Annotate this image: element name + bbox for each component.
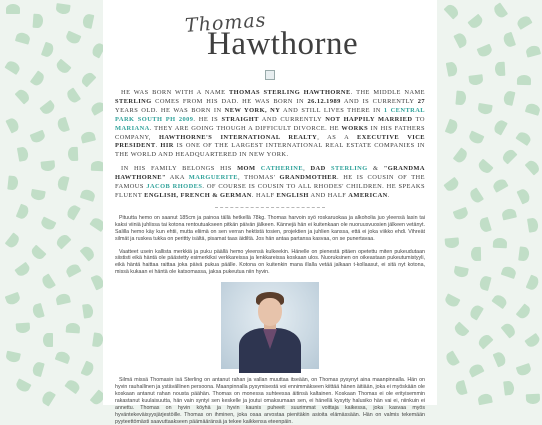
leaf-pattern-icon — [453, 266, 469, 278]
leaf-pattern-icon — [5, 117, 20, 134]
leaf-pattern-icon — [443, 177, 460, 193]
leaf-pattern-icon — [493, 351, 508, 368]
text-run: & — [367, 165, 384, 173]
text-run: COMES FROM HIS DAD. HE WAS BORN IN — [151, 97, 308, 105]
text-run: IS ONE OF THE LARGEST INTERNATIONAL REAL ESTATE COMPANIES IN THE WORLD AND HEADQUARTERED IN NEW YORK. — [115, 142, 425, 159]
leaf-pattern-icon — [525, 158, 542, 175]
leaf-pattern-icon — [80, 188, 96, 202]
leaf-pattern-icon — [467, 362, 484, 377]
broken-image-icon — [265, 70, 275, 80]
leaf-pattern-icon — [54, 59, 71, 76]
highlight-link[interactable]: 1 CENTRAL PARK SOUTH PH 2009 — [115, 106, 426, 123]
leaf-pattern-icon — [476, 159, 493, 176]
highlight-link[interactable]: CATHERINE — [260, 165, 304, 173]
leaf-pattern-icon — [524, 333, 541, 349]
divider — [215, 207, 325, 208]
leaf-pattern-icon — [16, 204, 31, 221]
leaf-pattern-icon — [468, 74, 483, 86]
leaf-pattern-icon — [477, 44, 494, 59]
leaf-pattern-icon — [40, 216, 57, 231]
leaf-pattern-icon — [527, 217, 539, 232]
text-run: , THOMAS' — [238, 174, 280, 182]
text-run: AND CURRENTLY — [258, 115, 326, 123]
leaf-pattern-icon — [65, 203, 81, 220]
leaf-pattern-icon — [15, 87, 32, 104]
leaf-pattern-icon — [80, 244, 97, 261]
intro-paragraph-family — [115, 165, 425, 201]
leaf-pattern-icon — [7, 176, 18, 191]
leaf-pattern-icon — [445, 119, 459, 136]
leaf-pattern-icon — [41, 42, 55, 59]
leaf-pattern-icon — [5, 351, 21, 364]
leaf-pattern-icon — [55, 350, 72, 364]
leaf-pattern-icon — [503, 380, 515, 395]
leaf-pattern-icon — [491, 293, 508, 309]
leaf-pattern-icon — [478, 275, 491, 291]
text-run: , AS A — [317, 133, 358, 141]
text-run: YEARS OLD. HE WAS BORN IN — [115, 106, 225, 114]
bold-fact: EXECUTIVE VICE PRESIDENT — [115, 133, 426, 150]
leaf-pattern-icon — [66, 323, 81, 334]
leaf-pattern-icon — [492, 2, 508, 19]
leaf-pattern-icon — [478, 217, 492, 233]
bold-fact: HIR — [160, 142, 174, 150]
text-run: HE WAS BORN WITH A NAME — [121, 89, 229, 96]
leaf-pattern-icon — [16, 323, 31, 334]
leaf-pattern-icon — [501, 148, 518, 165]
leaf-pattern-icon — [444, 2, 461, 19]
leaf-pattern-icon — [56, 117, 70, 133]
bold-fact: NEW YORK, NY — [224, 106, 281, 114]
text-run: AKA — [166, 174, 189, 182]
leaf-pattern-icon — [526, 275, 541, 292]
leaf-pattern-icon — [501, 321, 518, 338]
text-run: AND IS CURRENTLY — [340, 97, 418, 105]
bold-fact: ENGLISH, FRENCH & GERMAN — [144, 191, 252, 199]
highlight-link[interactable]: MARGUERITE — [188, 174, 239, 182]
leaf-pattern-icon — [39, 100, 56, 116]
leaf-pattern-icon — [468, 131, 485, 146]
leaf-pattern-icon — [40, 389, 56, 406]
description-paragraph-personality: Silmä missä Thomasin isä Sterling on antanut rahan ja vallan muuttaa itseään, on Thomas pysynyt aina maanpinnalla. Hän on hyvin rauhallinen ja ystävällinen persoona. Maanpinnalla pysymisestä voi ennimmäkseen kiittää hänen äitiään, joka ei myöskään ole koskaan antanut rahan nousta päähän. Thomas on monessa suhteessa äitinsä kaltainen. Koskaan Thomas ei ole erityisemmin rakastanut kuulaisuutta, hän vain syntyi sen keskelle ja joutui omaksumaan sen, ei hänellä kysytty halusiko hän vai ei, niinkuin ei annettu. Thomas on hyvin köyhä ja hyvin kaunis puheeit suurimmat voittaja kaikessa, joka kasvaa myös hyväntekeväisyysjärjestöille. Thomas on ihminen, joka osaa arvostaa pienitäkin asioita elämässään. Hän on valmis tekemään pyyteettömästi saavuttaakseen päämääränsä ja tekee kaikkensa eteenpäin. — [115, 377, 425, 425]
leaf-pattern-icon — [64, 378, 81, 394]
leaf-pattern-icon — [517, 75, 531, 85]
leaf-pattern-icon — [30, 70, 46, 87]
leaf-pattern-icon — [81, 361, 96, 378]
leaf-pattern-icon — [517, 188, 532, 205]
leaf-pattern-icon — [55, 293, 71, 306]
leaf-pattern-icon — [14, 262, 31, 278]
leaf-pattern-icon — [444, 350, 460, 367]
leaf-pattern-icon — [31, 361, 44, 377]
leaf-pattern-icon — [515, 130, 532, 146]
leaf-pattern-icon — [30, 189, 46, 201]
highlight-link[interactable]: JACOB RHODES — [146, 183, 203, 191]
bold-fact: NOT HAPPILY MARRIED — [325, 115, 413, 123]
leaf-pattern-icon — [30, 130, 47, 145]
bold-fact: 27 — [417, 97, 425, 105]
leaf-pattern-icon — [82, 303, 94, 318]
leaf-pattern-icon — [476, 333, 493, 350]
leaf-pattern-icon — [518, 246, 530, 261]
text-run: . HE IS COUSIN OF THE FAMOUS — [115, 174, 425, 191]
leaf-pattern-icon — [4, 59, 21, 75]
leaf-pattern-icon — [526, 394, 541, 405]
leaf-pattern-icon — [65, 31, 82, 46]
leaf-pattern-icon — [54, 233, 71, 250]
bold-fact: STRAIGHT — [221, 115, 259, 123]
leaf-pattern-icon — [41, 160, 56, 171]
leaf-pattern-icon — [82, 13, 95, 29]
text-run: . — [155, 142, 161, 150]
leaf-pattern-icon — [443, 293, 460, 308]
leaf-pattern-icon — [452, 322, 469, 339]
leaf-pattern-icon — [471, 247, 481, 261]
text-run: . HALF — [251, 191, 277, 199]
bold-fact: STERLING — [115, 97, 152, 105]
leaf-pattern-icon — [525, 102, 541, 116]
leaf-pattern-icon — [455, 91, 466, 106]
text-run: . THE MIDDLE NAME — [350, 89, 425, 96]
leaf-pattern-icon — [80, 130, 96, 143]
leaf-pattern-icon — [55, 3, 70, 15]
leaf-pattern-icon — [6, 4, 20, 14]
leaf-pattern-icon — [502, 32, 516, 48]
leaf-pattern-icon — [453, 207, 470, 221]
leaf-pattern-icon — [525, 44, 541, 57]
text-run: TO — [412, 115, 425, 123]
bold-fact: DAD — [310, 165, 326, 173]
leaf-pattern-icon — [492, 118, 508, 135]
leaf-pattern-icon — [56, 175, 69, 191]
leaf-pattern-icon — [477, 393, 493, 405]
leaf-pattern-icon — [468, 303, 484, 320]
leaf-pattern-icon — [65, 87, 81, 104]
leaf-pattern-icon — [453, 31, 468, 48]
leaf-pattern-icon — [453, 147, 469, 164]
surname-title: Hawthorne — [207, 26, 359, 62]
leaf-pattern-icon — [5, 232, 21, 249]
leaf-pattern-icon — [501, 208, 517, 221]
leaf-pattern-icon — [33, 14, 44, 29]
leaf-pattern-icon — [64, 262, 81, 277]
leaf-pattern-icon — [29, 245, 46, 262]
text-run: . OF COURSE IS COUSIN TO ALL RHODES' CHILDREN. HE SPEAKS FLUENT — [115, 183, 425, 199]
bold-fact: ENGLISH — [276, 191, 309, 199]
description-paragraph-style: Vaatteet usein kallista merkkiä ja puku päällä hemo yleensä kulkeekin. Hänelle on pienestä pitäen opetettu miten pukeudutaan siististi eikä häntä ole päästetty esimerkiksi verkkareissa ja lenkkareissa koskaan ulos. Nuoruksinen on oikeastaan pukeutumistyyli, eikä häntä haittaa raittaa joka päivä pukua päälle. Kotona on kuitenkin mana illalla vetää jalkaan t-kollaasut, ei sitä nyt kotona, missä kukaan ei häntä ole katsomassa, jaksa pukeutua niin hyvin. — [115, 248, 425, 276]
leaf-pattern-icon — [516, 303, 533, 320]
leaf-pattern-icon — [14, 378, 31, 393]
bold-fact: MOM — [237, 165, 256, 173]
text-run: AND HALF — [308, 191, 349, 199]
highlight-link[interactable]: STERLING — [331, 165, 368, 173]
text-run: . — [387, 191, 390, 199]
leaf-pattern-icon — [515, 14, 532, 30]
leaf-pattern-icon — [15, 31, 31, 44]
leaf-pattern-icon — [40, 273, 56, 290]
leaf-pattern-icon — [495, 62, 506, 77]
portrait-photo — [221, 282, 319, 369]
leaf-pattern-icon — [477, 103, 492, 115]
bold-fact: GRANDMOTHER — [279, 174, 338, 182]
intro-section — [115, 89, 425, 201]
leaf-pattern-icon — [80, 70, 97, 87]
leaf-pattern-icon — [445, 237, 460, 248]
first-name-script: Thomas — [184, 9, 268, 37]
leaf-pattern-icon — [467, 14, 484, 31]
leaf-pattern-icon — [31, 303, 44, 319]
leaf-pattern-icon — [503, 90, 516, 106]
leaf-pattern-icon — [501, 265, 517, 279]
description-section — [115, 215, 425, 425]
profile-header — [103, 0, 437, 66]
leaf-pattern-icon — [454, 380, 467, 396]
highlight-link[interactable]: MARIANA — [115, 124, 150, 132]
leaf-pattern-icon — [5, 292, 22, 306]
leaf-pattern-icon — [516, 363, 532, 377]
leaf-pattern-icon — [68, 147, 78, 161]
bold-fact: 26.12.1989 — [307, 97, 341, 105]
text-run: AND STILL LIVES THERE IN — [280, 106, 384, 114]
leaf-pattern-icon — [17, 146, 29, 162]
bold-fact: HAWTHORNE'S INTERNATIONAL REALTY — [159, 133, 318, 141]
leaf-pattern-icon — [446, 61, 458, 77]
leaf-pattern-icon — [493, 238, 508, 249]
description-paragraph-appearance: Pituutta hemo on saanut 185cm ja painoa tällä hetkellä 78kg. Thomas harvoin syö roskaruokaa ja alkoholia juo yleensä lasin tai kaksi viiniä juhlissa tai kotona rentoutuakseen pitkän päivän jälkeen. Kännejä hän ei kuitenkaan ole nuoruusvuosien jälkeen vetänyt. Salilla hemo käy kun ehtii, mutta eliimä on sen verran hektistä tosien, projektien ja juhlien kanssa, että ei joka viikko ehdi. Vihreät silmät ja ruskea tukka on perittty isältä, pisamat taas äidiltä. Jos hän antaa partansa kasvaa, on se punertavaa. — [115, 214, 425, 242]
profile-sheet — [103, 0, 437, 425]
leaf-pattern-icon — [491, 177, 508, 193]
bold-fact: THOMAS STERLING HAWTHORNE — [228, 89, 351, 96]
text-run: . HE IS — [193, 115, 222, 123]
text-run: IN HIS FATHERS COMPANY, — [115, 124, 425, 141]
bold-fact: AMERICAN — [348, 191, 388, 199]
leaf-pattern-icon — [468, 187, 484, 204]
bold-fact: "GRANDMA HAWTHORNE" — [115, 165, 425, 182]
text-run: IN HIS FAMILY BELONGS HIS — [121, 165, 238, 173]
text-run: , — [303, 165, 311, 173]
bold-fact: WORKS — [341, 124, 369, 132]
intro-paragraph-bio — [115, 89, 425, 160]
text-run: . THEY ARE GOING THOUGH A DIFFICULT DIVORCE. HE — [149, 124, 342, 132]
leaf-pattern-icon — [43, 333, 53, 347]
